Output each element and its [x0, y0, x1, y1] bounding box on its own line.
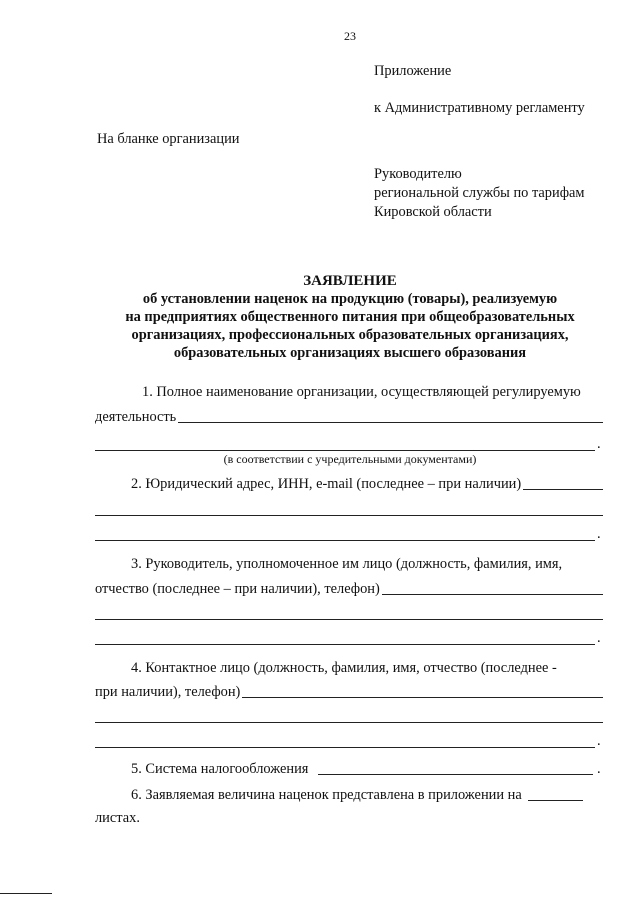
addressee-line-2: региональной службы по тарифам [374, 185, 585, 201]
item-4-input-line-2[interactable] [95, 722, 603, 723]
item-1-input-line-2[interactable] [95, 450, 595, 451]
title-line-2: на предприятиях общественного питания при общеобразовательных [125, 309, 575, 325]
item-5-end-mark: . [597, 761, 601, 777]
item-6-label: 6. Заявляемая величина наценок представлена в приложении на [131, 787, 522, 803]
item-2-field-row [131, 476, 603, 493]
item-3-label: отчество (последнее – при наличии), телефон) [95, 581, 380, 597]
item-4-field-row [95, 684, 603, 701]
title-line-4: образовательных организациях высшего образования [173, 345, 527, 361]
page-number: 23 [344, 29, 356, 43]
addressee-line-1: Руководителю [374, 166, 462, 182]
addressee-block [374, 165, 585, 222]
item-4-input-line-3[interactable] [95, 747, 595, 748]
item-1-hint: (в соответствии с учредительными документами) [223, 452, 477, 466]
item-1-field-row [95, 409, 603, 426]
addressee-line-3: Кировской области [374, 204, 492, 220]
document-title [0, 272, 640, 362]
item-3-field-row [95, 581, 603, 598]
item-3-end-mark: . [597, 630, 601, 646]
appendix-label: Приложение [374, 63, 452, 79]
title-line-1: об установлении наценок на продукцию (товары), реализуемую [142, 291, 558, 307]
footnote-separator [0, 893, 52, 894]
item-6-continuation: листах. [95, 810, 140, 826]
item-2-input-line-3[interactable] [95, 540, 595, 541]
item-3-input-line[interactable] [382, 593, 603, 595]
item-3-input-line-2[interactable] [95, 619, 603, 620]
item-5-input-line[interactable] [318, 773, 593, 775]
item-1-text: 1. Полное наименование организации, осуществляющей регулируемую [142, 384, 581, 400]
title-line-3: организациях, профессиональных образовательных организациях, [131, 327, 569, 343]
item-4-text: 4. Контактное лицо (должность, фамилия, имя, отчество (последнее - [131, 660, 557, 676]
item-2-input-line-2[interactable] [95, 515, 603, 516]
item-2-input-line[interactable] [523, 488, 603, 490]
item-1-label: деятельность [95, 409, 177, 425]
item-1-input-line[interactable] [178, 421, 603, 423]
item-2-label: 2. Юридический адрес, ИНН, e-mail (последнее – при наличии) [131, 476, 522, 492]
item-3-text: 3. Руководитель, уполномоченное им лицо (должность, фамилия, имя, [131, 556, 563, 572]
item-4-end-mark: . [597, 733, 601, 749]
letterhead-note: На бланке организации [97, 131, 240, 147]
item-1-end-mark: . [597, 436, 601, 452]
item-6-field-row [131, 787, 583, 804]
item-4-label: при наличии), телефон) [95, 684, 241, 700]
appendix-regulation: к Административному регламенту [374, 100, 585, 116]
item-3-input-line-3[interactable] [95, 644, 595, 645]
item-5-label: 5. Система налогообложения [131, 761, 309, 777]
item-5-field-row [131, 761, 593, 778]
item-2-end-mark: . [597, 526, 601, 542]
item-4-input-line[interactable] [242, 696, 603, 698]
title-heading: ЗАЯВЛЕНИЕ [303, 273, 397, 289]
item-6-input-line[interactable] [528, 799, 583, 801]
